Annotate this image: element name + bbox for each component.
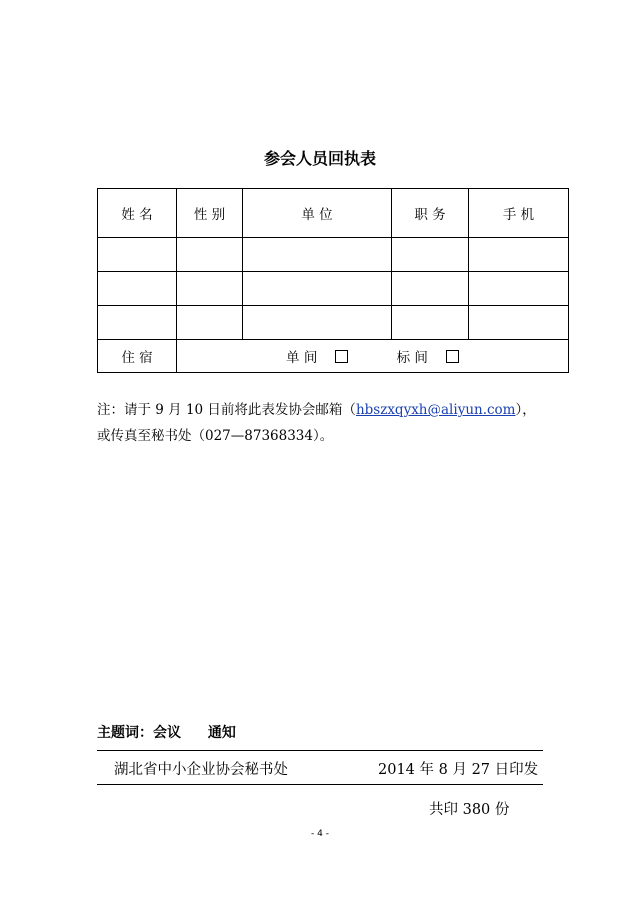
lodging-row	[98, 340, 569, 373]
cell-gender[interactable]	[177, 272, 243, 306]
subject-label: 主题词：会议	[97, 725, 181, 741]
cell-unit[interactable]	[243, 306, 392, 340]
issue-date: 2014 年 8 月 27 日印发	[378, 762, 539, 778]
single-room-checkbox[interactable]	[335, 350, 348, 363]
cell-unit[interactable]	[243, 272, 392, 306]
divider-bottom	[97, 784, 543, 785]
header-gender: 性 别	[177, 189, 243, 238]
cell-gender[interactable]	[177, 306, 243, 340]
note-prefix: 注：请于 9 月 10 日前将此表发协会邮箱（	[97, 402, 356, 418]
standard-room-label: 标 间	[396, 350, 428, 366]
cell-name[interactable]	[98, 272, 177, 306]
submission-note	[97, 397, 567, 449]
divider-top	[97, 750, 543, 751]
page-number: - 4 -	[311, 829, 329, 839]
cell-name[interactable]	[98, 306, 177, 340]
attendee-table	[97, 188, 569, 373]
subject-item: 通知	[207, 725, 236, 741]
lodging-label: 住 宿	[98, 340, 177, 373]
table-row	[98, 238, 569, 272]
cell-position[interactable]	[392, 306, 469, 340]
cell-mobile[interactable]	[469, 272, 569, 306]
issuer: 湖北省中小企业协会秘书处	[114, 762, 288, 778]
table-header-row	[98, 189, 569, 238]
subject-keywords	[97, 722, 244, 742]
cell-mobile[interactable]	[469, 306, 569, 340]
note-fax-line: 或传真至秘书处（027—87368334）。	[97, 428, 334, 444]
cell-gender[interactable]	[177, 238, 243, 272]
lodging-options	[177, 340, 569, 373]
form-title: 参会人员回执表	[263, 149, 376, 168]
header-mobile: 手 机	[469, 189, 569, 238]
cell-position[interactable]	[392, 238, 469, 272]
table-row	[98, 306, 569, 340]
single-room-option[interactable]	[286, 346, 348, 366]
standard-room-checkbox[interactable]	[446, 350, 459, 363]
single-room-label: 单 间	[286, 350, 318, 366]
table-row	[98, 272, 569, 306]
standard-room-option[interactable]	[397, 346, 459, 366]
cell-mobile[interactable]	[469, 238, 569, 272]
cell-name[interactable]	[98, 238, 177, 272]
header-unit: 单 位	[243, 189, 392, 238]
cell-unit[interactable]	[243, 238, 392, 272]
copies-count: 共印 380 份	[429, 802, 510, 818]
header-position: 职 务	[392, 189, 469, 238]
email-link[interactable]: hbszxqyxh@aliyun.com	[355, 402, 516, 418]
header-name: 姓 名	[98, 189, 177, 238]
cell-position[interactable]	[392, 272, 469, 306]
note-suffix: ），	[515, 402, 536, 418]
